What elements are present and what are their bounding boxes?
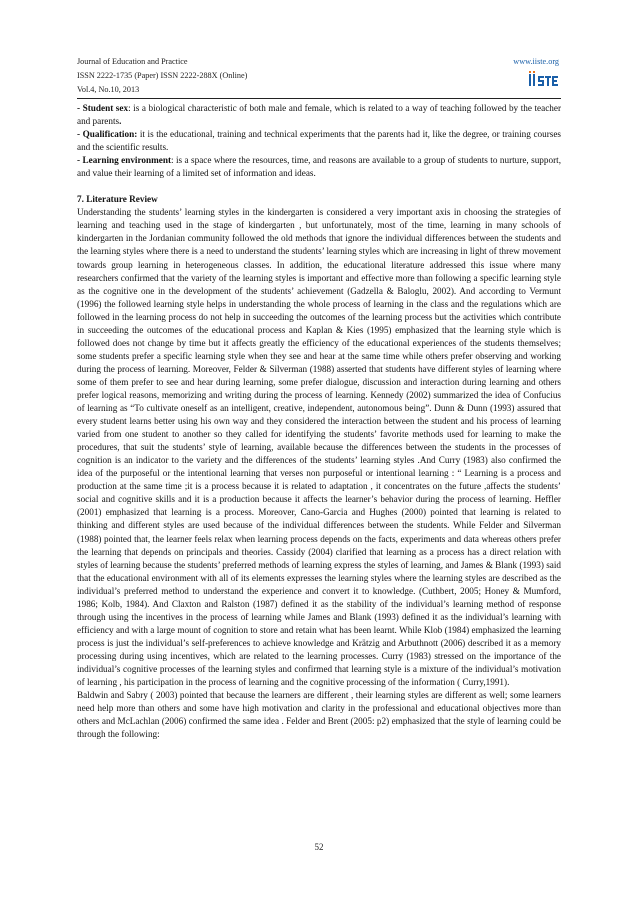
definition-learning-environment bbox=[77, 154, 561, 180]
definition-text: : is a space where the resources, time, and reasons are available to a group of students to nurture, support, and value their learning of a limited set of information and ideas. bbox=[77, 155, 561, 179]
section-heading: 7. Literature Review bbox=[77, 194, 158, 205]
definition-qualification bbox=[77, 128, 561, 154]
definition-end: . bbox=[119, 116, 122, 127]
definition-term: - Student sex bbox=[77, 103, 129, 113]
journal-name: Journal of Education and Practice bbox=[77, 57, 188, 66]
definition-text: : is a biological characteristic of both male and female, which is related to a way of teaching followed by the teacher and parents bbox=[77, 103, 562, 127]
journal-header bbox=[77, 55, 561, 97]
journal-url-link[interactable]: www.iiste.org bbox=[513, 57, 559, 66]
definition-text: it is the educational, training and technical experiments that the parents had it, like the degree, or training courses and the scientific results. bbox=[77, 129, 561, 153]
header-divider bbox=[77, 98, 561, 99]
page-number: 52 bbox=[314, 842, 324, 852]
definition-term: - Learning environment bbox=[77, 155, 172, 166]
journal-issn: ISSN 2222-1735 (Paper) ISSN 2222-288X (Online) bbox=[77, 71, 248, 80]
body-paragraph: Understanding the students’ learning styles in the kindergarten is considered a very important axis in choosing the strategies of learning and teaching used in the stage of kindergarten , but unfortunately, most of the time, learning in many schools of kindergarten in the Jordanian community followed the old methods that ignore the individual differences between the students and the learning styles where there is a need to understand the students’ learning styles which are increasing in light of threw movement towards group learning in heterogeneous classes. In addition, the educational literature addressed this issue where many researchers confirmed that the variety of the learning styles is important and effective more than following a specific learning style as the cognitive one in the development of the students’ achievement (Gadzella & Baloglu, 2002). And according to Vermunt (1996) the followed learning style helps in understanding the whole process of learning in the class and the regulations which are followed in the learning process do not help in succeeding the outcomes of the learning process but the activities which contribute in succeeding the outcomes of the educational process and Kaplan & Kies (1995) emphasized that the learning style which is followed does not change by time but it affects greatly the efficiency of the educational experiences of the students themselves; some students prefer a specific learning style when they see and hear at the same time while others prefer observing and working during the process of learning. Moreover, Felder & Silverman (1988) asserted that students have different styles of learning where some of them prefer to see and hear during learning, some prefer dialogue, discussion and interaction during learning and others prefer logical reasons, memorizing and writing during the process of learning. Kennedy (2002) summarized the idea of Confucius of learning as “To cultivate oneself as an intelligent, creative, independent, autonomous being”. Dunn & Dunn (1993) assured that every student learns better using his own way and they considered the interaction between the student and his process of learning varied from one student to another so they called for identifying the students’ favorite methods used for learning to make the procedures, that suit the students’ style of learning, available because the differences between the students in the processes of cognition is an indicator to the variety and the differences of the students’ learning styles .And Curry (1983) also confirmed the idea of the purposeful or the intentional learning that verses non purposeful or intentional learning : “ Learning is a process and production at the same time ;it is a process because it is related to adaptation , it concentrates on the future ,affects the students’ social and cognitive skills and it is a production because it affects the learner’s behavior during the process of learning. Heffler (2001) emphasized that learning is a process. Moreover, Cano-Garcia and Hughes (2000) pointed that learning is related to thinking and different styles are used because of the individual differences between the students. While Felder and Silverman (1988) pointed that, the learner feels relax when learning process depends on the facts, experiments and data whereas others prefer the learning that depends on principals and theories. Cassidy (2004) clarified that learning as a process has a direct relation with styles of learning because the students’ preferred methods of learning express the styles of learning, and James & Blank (1993) said that the educational environment with all of its elements expresses the learning styles where the learning styles are described as the individual’s preferred method to understand the experience and convert it to knowledge. (Cuthbert, 2005; Honey & Mumford, 1986; Kolb, 1984). And Claxton and Ralston (1987) defined it as the stability of the individual’s learning method of response through using the incentives in the process of learning while James and Blank (1993) defined it as the individual’s learning with efficiency and with a large mount of cognition to store and retain what has been learnt. While Klob (1984) emphasized the learning process is just the individual’s self-preferences to achieve knowledge and Krätzig and Arbuthnott (2006) described it as a memory processing during using incentives, which are related to the learning processes. Curry (1983) stressed on the importance of the individual’s cognitive processes of the learning styles and confirmed that learning style is a mixture of the individual’s motivation of learning , his participation in the process of learning and the cognitive processing of the information ( Curry,1991). bbox=[77, 207, 561, 688]
body-paragraph: Baldwin and Sabry ( 2003) pointed that because the learners are different , their learning styles are different as well; some learners need help more than others and some have high motivation and clarity in the professional and educational objectives more than others and McLachlan (2006) confirmed the same idea . Felder and Brent (2005: p2) emphasized that the style of learning could be through the following: bbox=[77, 690, 561, 740]
journal-volume: Vol.4, No.10, 2013 bbox=[77, 85, 140, 94]
page-body bbox=[77, 102, 561, 741]
iiste-logo bbox=[525, 69, 559, 91]
definition-term: - Qualification: bbox=[77, 129, 138, 140]
spacer bbox=[77, 180, 561, 193]
definition-student-sex bbox=[77, 102, 561, 128]
